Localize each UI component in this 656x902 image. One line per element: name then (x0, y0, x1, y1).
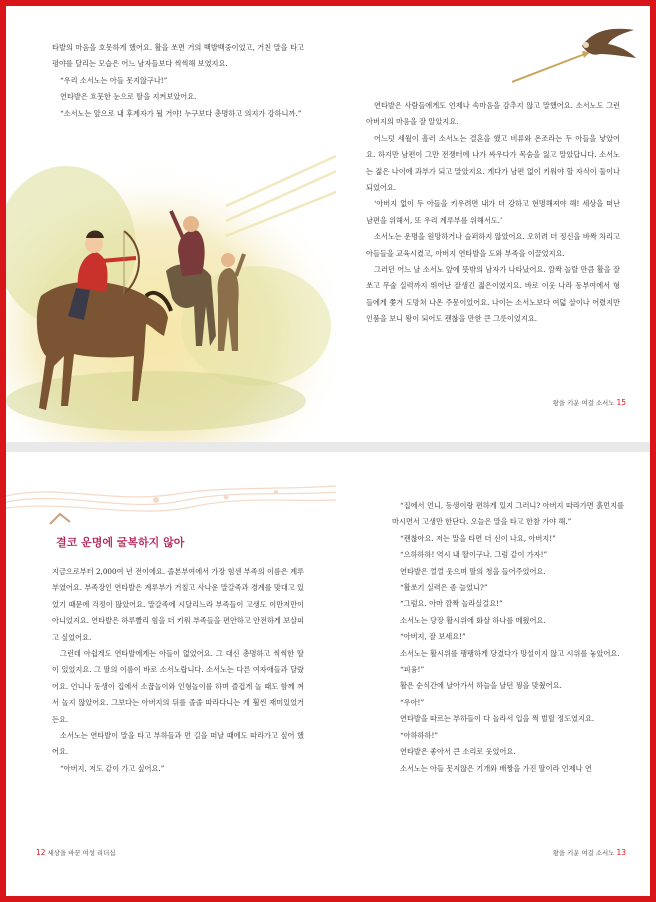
paragraph: 소서노는 연타발이 말을 타고 부하들과 먼 길을 떠날 때에도 따라가고 싶어 했어요. (52, 731, 304, 757)
paragraph: “아하하하!” (400, 730, 439, 740)
paragraph: 지금으로부터 2,000여 년 전이에요. 졸본부여에서 가장 힘센 부족의 이름은 계루부였어요. 부족장인 연타발은 계루부가 거칠고 사나운 말갈족과 경계를 맞대고 있었기 때문에 걱정이 많았어요. 말갈족에 시달리느라 부족들이 고생도 이만저만이 아니었지요. 연타발은 하루빨리 힘을 더 키워 부족들을 편안하고 안전하게 보살피고 싶었어요. (52, 567, 304, 642)
page-number: 13 (616, 848, 626, 857)
running-title: 세상을 바꾼 여성 리더십 (47, 849, 116, 857)
eagle-arrow-icon (512, 24, 642, 84)
page-number: 15 (616, 398, 626, 407)
top-left-column (52, 40, 304, 122)
paragraph: “집에서 언니, 동생이랑 편하게 있지 그러니? 아버지 따라가면 흙먼지를 마시면서 고생만 한단다. 오늘은 말을 타고 한참 가야 해.” (392, 501, 624, 527)
spread-bottom (6, 452, 650, 896)
paragraph: 연타발은 좋아서 큰 소리로 웃었어요. (400, 747, 516, 757)
paragraph: “피융!” (400, 665, 425, 675)
decorative-swirl-lines (6, 470, 336, 530)
paragraph: 소서노는 당장 활시위에 화살 하나를 메웠어요. (400, 615, 546, 625)
spread-top (6, 6, 650, 442)
paragraph: 소서노는 활시위를 팽팽하게 당겼다가 망설이지 않고 시위를 놓았어요. (400, 648, 620, 658)
paragraph: 그러던 어느 날 소서노 앞에 뜻밖의 남자가 나타났어요. 깜짝 놀랄 만큼 활을 잘 쏘고 무술 실력까지 뛰어난 잘생긴 젊은이였지요. 바로 이웃 나라 동부여에서 형들에게 쫓겨 도망쳐 나온 주몽이었어요. 나이는 소서노보다 여덟 살이나 어렸지만 인품을 보니 왕이 되어도 괜찮을 만한 큰 그릇이었지요. (366, 265, 620, 324)
paragraph: 소서노는 아들 못지않은 기개와 배짱을 가진 딸이라 언제나 연 (400, 763, 592, 773)
top-right-column (366, 98, 620, 328)
paragraph: “괜찮아요. 저는 말을 타면 더 신이 나요, 아버지!” (400, 533, 556, 543)
running-title: 왕을 키운 여걸 소서노 (552, 399, 615, 407)
paragraph: 연타발은 사람들에게도 언제나 속마음을 감추지 않고 말했어요. 소서노도 그런 아버지의 마음을 잘 알았지요. (366, 101, 620, 127)
paragraph: 활은 순식간에 날아가서 하늘을 날던 꿩을 맞췄어요. (400, 681, 562, 691)
page-footer-13 (553, 848, 626, 857)
paragraph: 소서노는 운명을 원망하거나 슬퍼하지 않았어요. 오히려 더 정신을 바짝 차리고 아들들을 교육시켰고, 아버지 연타발을 도와 부족을 이끌었지요. (366, 232, 620, 258)
paragraph: 그런데 아쉽게도 연타발에게는 아들이 없었어요. 그 대신 총명하고 씩씩한 딸이 있었지요. 그 딸의 이름이 바로 소서노랍니다. 소서노는 다른 여자애들과 달랐어요. 언니나 동생이 집에서 소꿉놀이와 인형놀이를 하며 즐겁게 놀 때도 함께 껴서 놀지 않았어요. 그보다는 아버지의 뒤를 졸졸 따라다니는 게 훨씬 재미있었거든요. (52, 649, 304, 724)
bottom-left-column (52, 564, 304, 777)
paragraph: “우아!” (400, 697, 425, 707)
page-gap (6, 442, 650, 452)
paragraph: 연타발은 껄껄 웃으며 딸의 청을 들어주었어요. (400, 566, 546, 576)
paragraph: 연타발은 흐뭇한 눈으로 딸을 지켜보았어요. (60, 92, 197, 102)
paragraph: “아버지, 잘 보세요!” (400, 632, 466, 642)
page-footer-15 (553, 398, 626, 407)
section-title: 결코 운명에 굴복하지 않아 (56, 536, 185, 549)
paragraph: 어느덧 세월이 흘러 소서노는 결혼을 했고 비류와 온조라는 두 아들을 낳았어요. 하지만 남편이 그만 전쟁터에 나가 싸우다가 목숨을 잃고 말았답니다. 소서노는 젊은 나이에 과부가 되고 말았지요. 게다가 남편 없이 키워야 할 자식이 둘이나 되었어요. (366, 133, 620, 193)
running-title: 왕을 키운 여걸 소서노 (552, 849, 615, 857)
paragraph: “아버지, 저도 같이 가고 싶어요.” (60, 763, 165, 773)
page-footer-12 (36, 848, 115, 857)
paragraph: “우리 소서노는 아들 못지않구나!” (60, 75, 168, 85)
paragraph: “소서노는 앞으로 내 후계자가 될 거야! 누구보다 총명하고 의지가 강하니까.” (60, 108, 302, 118)
page-number: 12 (36, 848, 46, 857)
bottom-right-column (392, 498, 624, 777)
paragraph: “그럼요. 아마 깜짝 놀라실걸요!” (400, 599, 503, 609)
paragraph: “으하하하! 역시 내 딸이구나. 그럼 같이 가자!” (400, 550, 548, 560)
paragraph: 연타발을 따르는 부하들이 다 놀라서 입을 쩍 벌릴 정도였지요. (400, 714, 595, 724)
paragraph: 타발의 마음을 호못하게 했어요. 활을 쏘면 거의 백발백중이었고, 거친 말을 타고 평야를 달리는 모습은 어느 남자들보다 씩씩해 보였지요. (52, 43, 304, 69)
paragraph: “활쏘기 실력은 좀 늘었니?” (400, 583, 488, 593)
paragraph: ‘아버지 없이 두 아들을 키우려면 내가 더 강하고 현명해져야 해! 세상을 떠난 남편을 위해서, 또 우리 계루부를 위해서도.’ (366, 199, 620, 225)
